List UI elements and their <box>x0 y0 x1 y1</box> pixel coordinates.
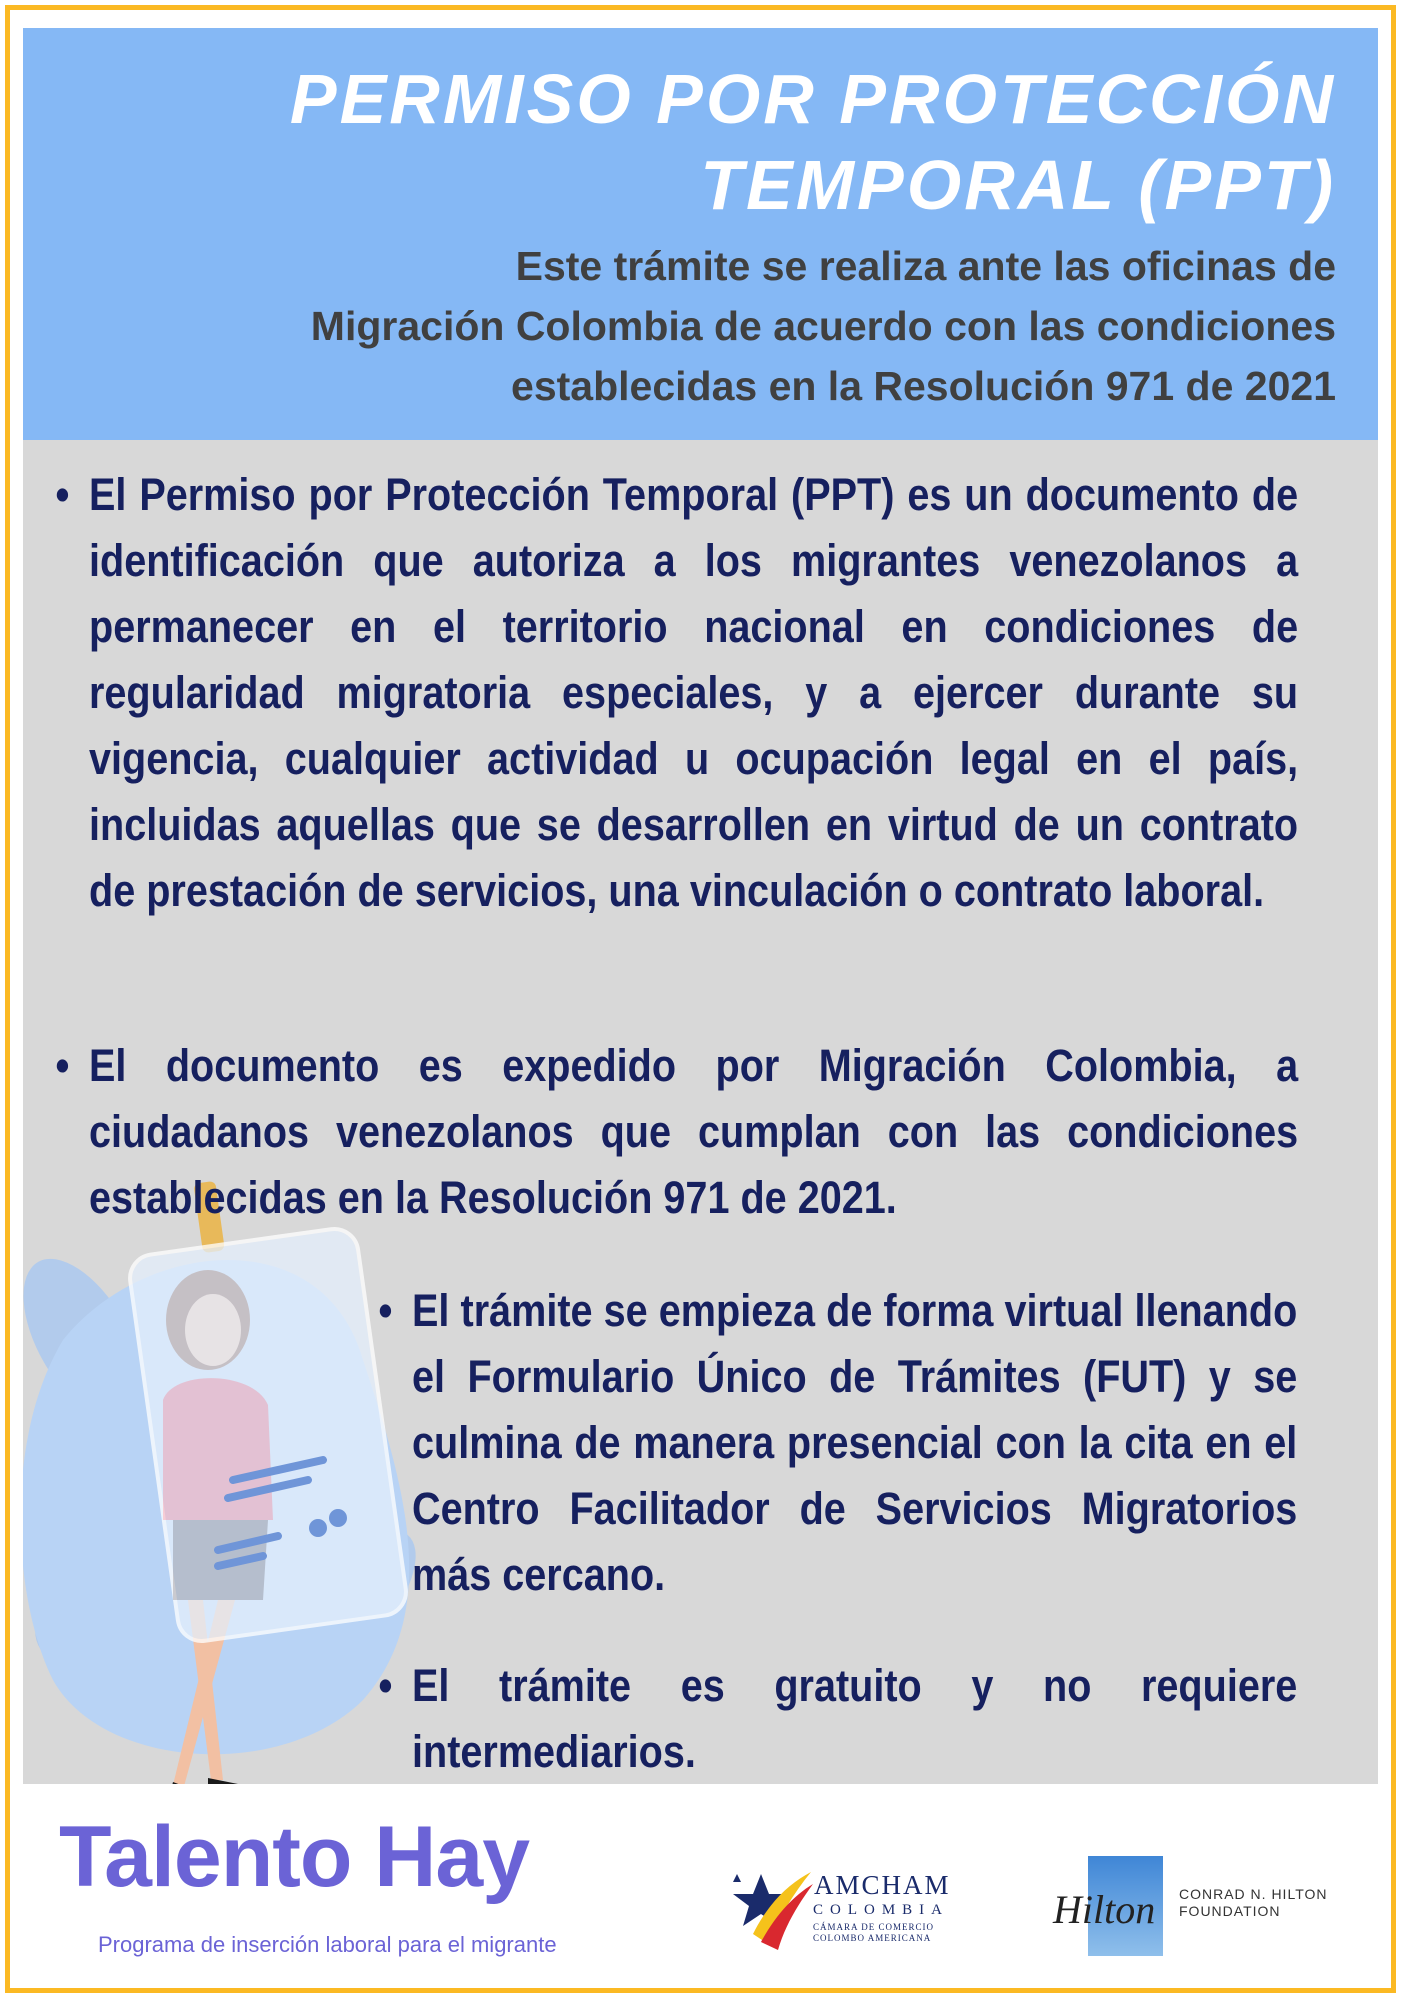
bullet-item-free <box>378 1653 1298 1784</box>
bullet-item-issued-by <box>55 1033 1299 1231</box>
page-title <box>56 56 1336 228</box>
hilton-name-line-1: CONRAD N. HILTON <box>1179 1886 1328 1902</box>
subtitle-line-1: Este trámite se realiza ante las oficinas de <box>515 243 1336 289</box>
talento-hay-tagline: Programa de inserción laboral para el migrante <box>98 1932 557 1957</box>
hilton-foundation-name <box>1179 1886 1328 1920</box>
bullet-marker: • <box>378 1285 393 1336</box>
bullet-marker: • <box>378 1660 393 1711</box>
subtitle-line-2: Migración Colombia de acuerdo con las condiciones <box>310 303 1336 349</box>
page-subtitle <box>56 236 1336 416</box>
bullet-item-ppt-definition <box>55 462 1299 924</box>
amcham-subtitle-line-1: CÁMARA DE COMERCIO <box>813 1922 935 1932</box>
bullet-text: El Permiso por Protección Temporal (PPT) es un documento de identificación que autoriza a los migrantes venezolanos a permanecer en el territorio nacional en condiciones de regularidad migratoria especiales, y a ejercer durante su vigencia, cualquier actividad u ocupación legal en el país, incluidas aquellas que se desarrollen en virtud de un contrato de prestación de servicios, una vinculación o contrato laboral. <box>89 469 1299 916</box>
footer-logos <box>23 1784 1378 1980</box>
amcham-country: COLOMBIA <box>813 1902 950 1918</box>
amcham-star-icon <box>723 1864 813 1954</box>
hilton-signature: Hilton <box>1053 1887 1156 1932</box>
bullet-text: El trámite se empieza de forma virtual llenando el Formulario Único de Trámites (FUT) y se culmina de manera presencial con la cita en el Centro Facilitador de Servicios Migratorios más cercano. <box>412 1285 1298 1600</box>
bullet-marker: • <box>55 469 70 520</box>
title-line-1: PERMISO POR PROTECCIÓN <box>289 60 1336 138</box>
amcham-logo <box>723 1864 993 1974</box>
talento-hay-logo: Talento Hay <box>59 1809 530 1905</box>
bullet-marker: • <box>55 1040 70 1091</box>
title-line-2: TEMPORAL (PPT) <box>700 146 1336 224</box>
amcham-subtitle <box>813 1922 934 1944</box>
amcham-subtitle-line-2: COLOMBO AMERICANA <box>813 1933 932 1943</box>
bullet-text: El trámite es gratuito y no requiere intermediarios. <box>412 1660 1298 1777</box>
header-banner <box>23 28 1378 440</box>
amcham-title: AMCHAM <box>814 1870 951 1900</box>
content-area <box>23 440 1378 1784</box>
bullet-item-process <box>378 1278 1298 1608</box>
hilton-foundation-logo <box>1043 1856 1363 1956</box>
hilton-name-line-2: FOUNDATION <box>1179 1903 1281 1919</box>
bullet-text: El documento es expedido por Migración Colombia, a ciudadanos venezolanos que cumplan con las condiciones establecidas en la Resolución 971 de 2021. <box>89 1040 1299 1223</box>
subtitle-line-3: establecidas en la Resolución 971 de 2021 <box>511 363 1336 409</box>
